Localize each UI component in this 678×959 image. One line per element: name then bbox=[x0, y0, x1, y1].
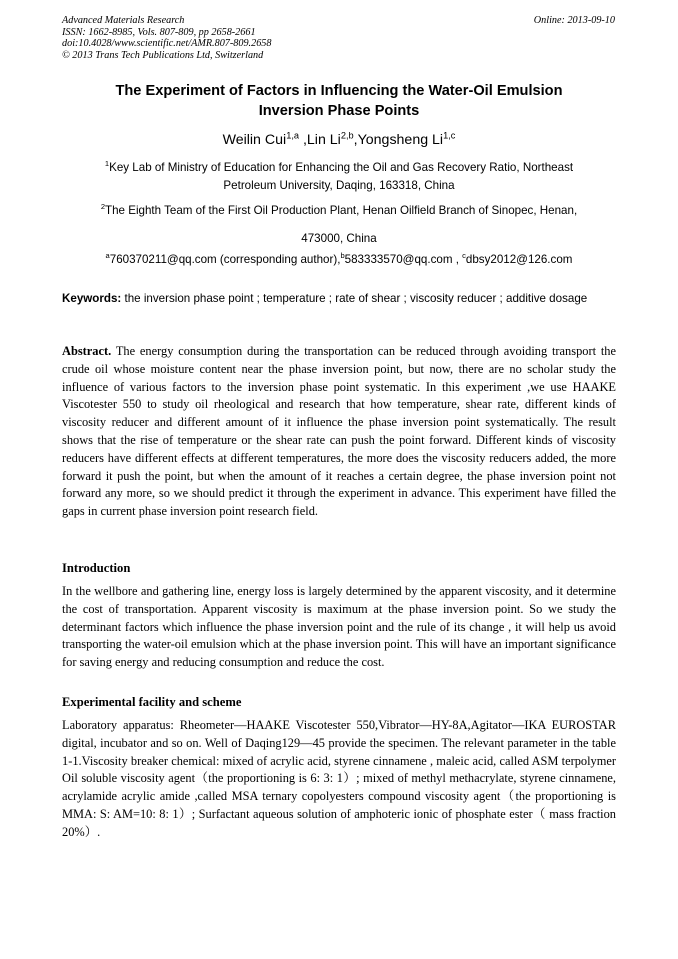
keywords-text: the inversion phase point ; temperature ; rate of shear ; viscosity reducer ; additive dosage bbox=[121, 292, 588, 305]
affiliation-text: 473000, China bbox=[301, 232, 377, 245]
section-heading-experimental: Experimental facility and scheme bbox=[62, 695, 242, 709]
title-line-2: Inversion Phase Points bbox=[258, 103, 420, 119]
doi-line: doi:10.4028/www.scientific.net/AMR.807-809.2658 bbox=[62, 38, 272, 49]
journal-name: Advanced Materials Research bbox=[62, 15, 185, 26]
affiliation-mark: 1 bbox=[104, 159, 110, 169]
journal-header bbox=[62, 15, 271, 61]
author-affiliation-mark: 2,b bbox=[340, 130, 354, 141]
email-line bbox=[62, 251, 616, 269]
keywords bbox=[62, 290, 616, 307]
affiliation-2 bbox=[62, 202, 616, 248]
keywords-label: Keywords: bbox=[62, 292, 122, 305]
email-b: 583333570@qq.com , bbox=[344, 253, 463, 266]
affiliation-text: Key Lab of Ministry of Education for Enhancing the Oil and Gas Recovery Ratio, Northeast bbox=[109, 161, 574, 174]
abstract-text: The energy consumption during the transportation can be reduced through avoiding transport the crude oil whose moisture content near the phase inversion point, but now, there are no scholar study the influence of various factors to the inversion phase point systematic. In this experiment ,we use HAAKE Viscotester 550 to study oil rheological and research that how temperature, shear rate, different kinds of viscosity reducer and different amount of it influence the phase inversion point systematically. The result shows that the rise of temperature or the shear rate can push the point forward. Different kinds of viscosity reducers have different effects at different temperatures, the more does the viscosity reducers added, the more forward it push the point, but when the amount of it reaches a certain degree, the phase inversion point not forward any more, so we should predict it through the experiment in advance. This experiment have filled the gaps in current phase inversion point research field. bbox=[62, 344, 616, 519]
affiliation-text: Petroleum University, Daqing, 163318, China bbox=[223, 179, 455, 192]
title-line-1: The Experiment of Factors in Influencing the Water-Oil Emulsion bbox=[115, 83, 563, 99]
author-name: Yongsheng Li bbox=[357, 132, 444, 148]
email-mark: b bbox=[340, 251, 345, 261]
email-mark: a bbox=[105, 251, 110, 261]
online-date: Online: 2013-09-10 bbox=[533, 15, 615, 26]
author-separator: , bbox=[353, 132, 358, 148]
affiliation-mark: 2 bbox=[100, 202, 106, 212]
affiliation-1 bbox=[62, 159, 616, 195]
email-c: dbsy2012@126.com bbox=[465, 253, 573, 266]
author-list bbox=[62, 131, 616, 149]
experimental-text: Laboratory apparatus: Rheometer—HAAKE Viscotester 550,Vibrator—HY-8A,Agitator—IKA EUROSTAR digital, incubator and so on. Well of Daqing129—45 provide the specimen. The relevant parameter in the table 1-1.Viscosity breaker chemical: mixed of acrylic acid, styrene cinnamene , maleic acid, called ASM terpolymer Oil soluble viscosity agent（the proportioning is 6: 3: 1）; mixed of methyl methacrylate, styrene cinnamene, acrylamide acrylic amide ,called MSA ternary copolyesters compound viscosity agent（the proportioning is MMA: S: AM=10: 8: 1）; Surfactant aqueous solution of amphoteric ionic of phosphate ester（ mass fraction 20%）. bbox=[62, 718, 616, 839]
paper-title bbox=[62, 81, 616, 121]
author-name: Lin Li bbox=[306, 132, 341, 148]
author-affiliation-mark: 1,c bbox=[443, 130, 456, 141]
abstract-label: Abstract. bbox=[62, 344, 112, 358]
author-affiliation-mark: 1,a bbox=[286, 130, 300, 141]
affiliation-text: The Eighth Team of the First Oil Production Plant, Henan Oilfield Branch of Sinopec, Henan, bbox=[105, 204, 578, 217]
section-heading-introduction: Introduction bbox=[62, 561, 131, 575]
abstract bbox=[62, 343, 616, 521]
author-name: Weilin Cui bbox=[222, 132, 287, 148]
email-mark: c bbox=[462, 251, 466, 261]
author-separator: , bbox=[299, 132, 307, 148]
email-a: 760370211@qq.com (corresponding author), bbox=[109, 253, 341, 266]
introduction-text: In the wellbore and gathering line, energy loss is largely determined by the apparent viscosity, and it determine the cost of transportation. Apparent viscosity is maximum at the phase inversion point. So we study the determinant factors which influence the phase inversion point and the rule of its change , it will help us avoid transporting the water-oil emulsion which at the phase inversion point. This will have an important significance for saving energy and reducing consumption and reduce the cost. bbox=[62, 584, 616, 670]
copyright-line: © 2013 Trans Tech Publications Ltd, Switzerland bbox=[62, 49, 264, 61]
issn-line: ISSN: 1662-8985, Vols. 807-809, pp 2658-2661 bbox=[62, 26, 256, 38]
